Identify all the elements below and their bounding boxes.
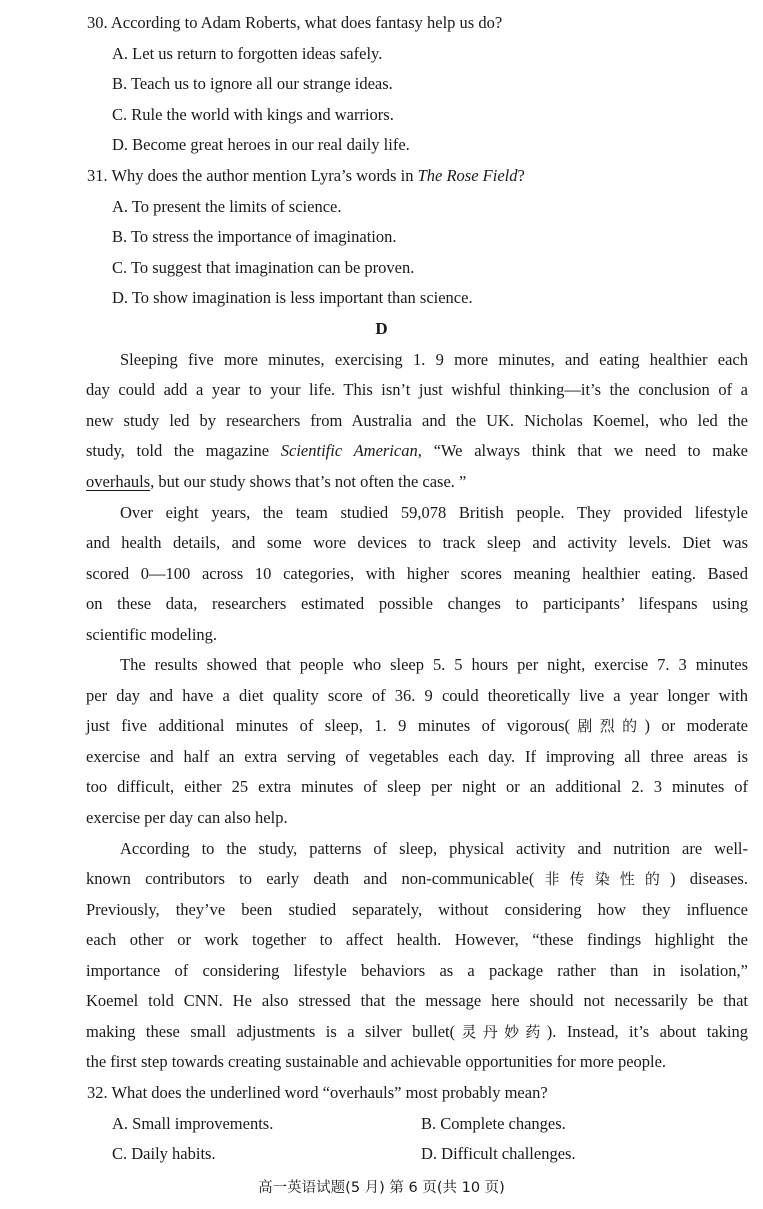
chinese-gloss: 非传染性的 <box>534 870 671 888</box>
question-32-option-c: C. Daily habits. <box>112 1144 216 1163</box>
page-footer: 高一英语试题(5 月) 第 6 页(共 10 页) <box>258 1180 505 1196</box>
paragraph-4-text: known contributors to early death and non-communicable( <box>86 869 535 888</box>
question-31-stem <box>87 165 763 187</box>
paragraph-4-text: making these small adjustments is a silver bullet( <box>86 1022 456 1041</box>
question-31-option-a: A. To present the limits of science. <box>112 197 342 216</box>
question-30-option-c: C. Rule the world with kings and warriors. <box>112 105 394 124</box>
paragraph-2-line: scored 0—100 across 10 categories, with higher scores meaning healthier eating. Based <box>86 564 748 583</box>
paragraph-2-line: and health details, and some wore devices to track sleep and activity levels. Diet was <box>86 533 748 552</box>
paragraph-4-line <box>86 1021 748 1043</box>
paragraph-3-line: too difficult, either 25 extra minutes of sleep per night or an additional 2. 3 minutes of <box>86 777 748 796</box>
question-32-stem: 32. What does the underlined word “overhauls” most probably mean? <box>87 1083 548 1102</box>
paragraph-3-text: ) or moderate <box>644 716 748 735</box>
paragraph-1-line <box>86 471 748 493</box>
paragraph-1-text: , but our study shows that’s not often the case. ” <box>150 472 467 491</box>
chinese-gloss: 灵丹妙药 <box>455 1023 547 1041</box>
paragraph-1-text: , “We always think that we need to make <box>417 441 748 460</box>
question-31-stem-text: 31. Why does the author mention Lyra’s words in <box>87 166 418 185</box>
paragraph-4-text: ) diseases. <box>670 869 748 888</box>
paragraph-2-line: scientific modeling. <box>86 625 218 644</box>
question-32-option-d: D. Difficult challenges. <box>421 1144 576 1163</box>
book-title: The Rose Field <box>417 166 518 185</box>
question-30-option-a: A. Let us return to forgotten ideas safely. <box>112 44 383 63</box>
paragraph-2-line: on these data, researchers estimated possible changes to participants’ lifespans using <box>86 594 748 613</box>
paragraph-3-line: The results showed that people who sleep 5. 5 hours per night, exercise 7. 3 minutes <box>120 655 748 674</box>
paragraph-4-text: ). Instead, it’s about taking <box>546 1022 748 1041</box>
paragraph-1-line: new study led by researchers from Australia and the UK. Nicholas Koemel, who led the <box>86 411 748 430</box>
question-30-option-b: B. Teach us to ignore all our strange ideas. <box>112 74 393 93</box>
question-30-option-d: D. Become great heroes in our real daily life. <box>112 135 410 154</box>
chinese-gloss: 剧烈的 <box>570 717 645 735</box>
paragraph-1-text: study, told the magazine <box>86 441 281 460</box>
question-31-option-d: D. To show imagination is less important than science. <box>112 288 473 307</box>
question-31-option-c: C. To suggest that imagination can be proven. <box>112 258 415 277</box>
paragraph-4-line: Koemel told CNN. He also stressed that the message here should not necessarily be that <box>86 991 748 1010</box>
magazine-title: Scientific American <box>280 441 418 460</box>
paragraph-4-line: Previously, they’ve been studied separately, without considering how they influence <box>86 900 748 919</box>
paragraph-1-line <box>86 440 748 462</box>
question-32-option-b: B. Complete changes. <box>421 1114 566 1133</box>
question-30-stem: 30. According to Adam Roberts, what does fantasy help us do? <box>87 13 503 32</box>
paragraph-4-line <box>86 868 748 890</box>
underlined-word: overhauls <box>86 472 151 491</box>
section-heading: D <box>375 319 388 338</box>
paragraph-4-line: importance of considering lifestyle behaviors as a package rather than in isolation,” <box>86 961 748 980</box>
paragraph-2-line: Over eight years, the team studied 59,078 British people. They provided lifestyle <box>120 503 748 522</box>
question-31-stem-end: ? <box>517 166 525 185</box>
paragraph-3-line: exercise per day can also help. <box>86 808 288 827</box>
paragraph-4-line: According to the study, patterns of sleep, physical activity and nutrition are well- <box>120 839 748 858</box>
paragraph-4-line: the first step towards creating sustainable and achievable opportunities for more people. <box>86 1052 667 1071</box>
paragraph-4-line: each other or work together to affect health. However, “these findings highlight the <box>86 930 748 949</box>
paragraph-3-line: exercise and half an extra serving of vegetables each day. If improving all three areas is <box>86 747 748 766</box>
paragraph-3-text: just five additional minutes of sleep, 1. 9 minutes of vigorous( <box>86 716 571 735</box>
question-31-option-b: B. To stress the importance of imagination. <box>112 227 397 246</box>
paragraph-3-line: per day and have a diet quality score of 36. 9 could theoretically live a year longer with <box>86 686 748 705</box>
paragraph-3-line <box>86 715 748 737</box>
paragraph-1-line: Sleeping five more minutes, exercising 1. 9 more minutes, and eating healthier each <box>120 350 748 369</box>
question-32-option-a: A. Small improvements. <box>112 1114 274 1133</box>
paragraph-1-line: day could add a year to your life. This isn’t just wishful thinking—it’s the conclusion of a <box>86 380 748 399</box>
